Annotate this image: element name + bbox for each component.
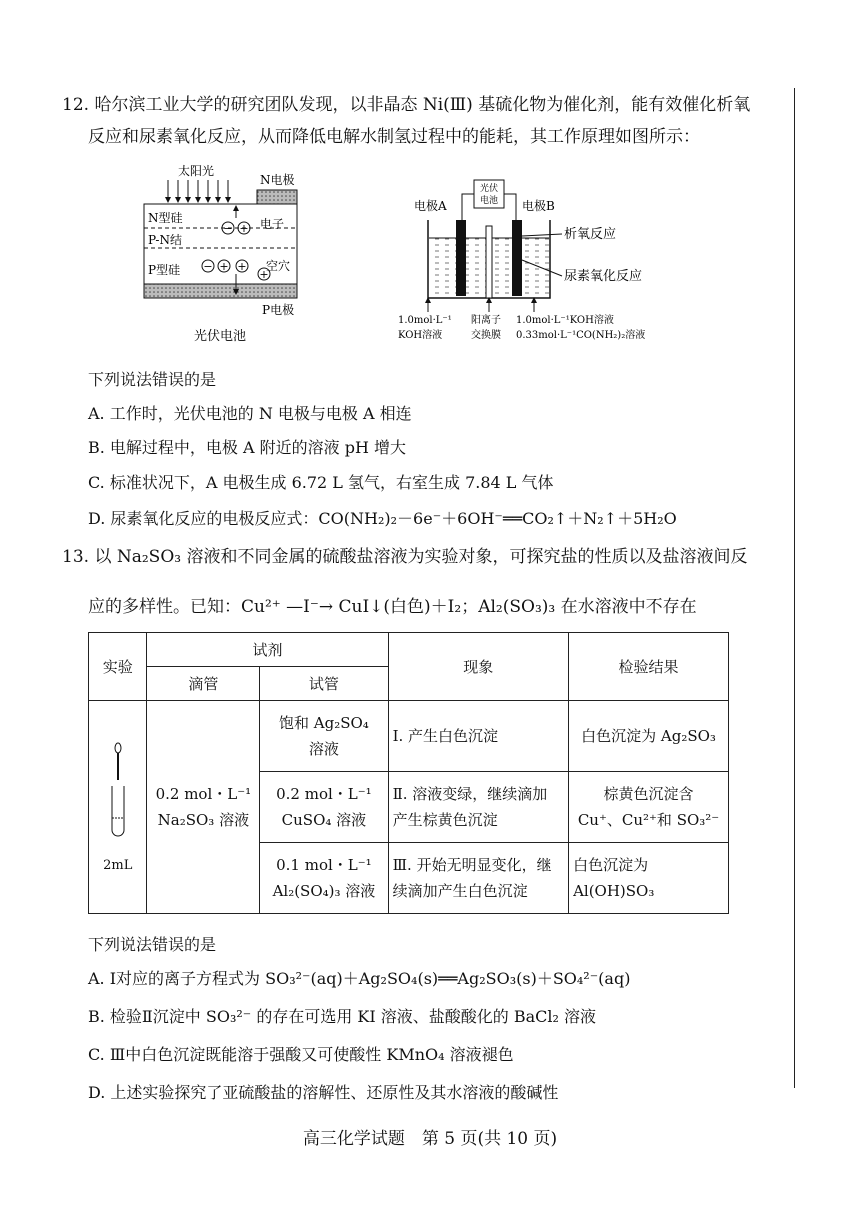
phenomenon-3: Ⅲ. 开始无明显变化，继 续滴加产生白色沉淀: [388, 843, 569, 914]
dropper-test-tube-icon: [103, 740, 133, 850]
q12-prompt: 下列说法错误的是: [88, 370, 217, 389]
electrolysis-cell-diagram: [394, 176, 674, 346]
tube-reagent-3: 0.1 mol・L⁻¹ Al₂(SO₄)₃ 溶液: [260, 843, 388, 914]
svg-text:+: +: [259, 268, 269, 281]
pv-electron-label: 电子: [260, 217, 285, 231]
electrode-b-label: 电极B: [522, 199, 555, 213]
result-1: 白色沉淀为 Ag₂SO₃: [569, 701, 729, 772]
svg-text:电池: 电池: [479, 196, 499, 206]
page-footer: 高三化学试题 第 5 页(共 10 页): [302, 1129, 558, 1149]
membrane-label-1: 阳离子: [471, 315, 501, 326]
header-phenomenon: 现象: [388, 633, 569, 701]
experiment-table: [88, 632, 729, 914]
svg-text:−: −: [203, 260, 213, 273]
dropper-reagent: [147, 701, 260, 914]
electrode-b: [512, 220, 522, 296]
svg-text:+: +: [239, 222, 249, 235]
phenomenon-2: Ⅱ. 溶液变绿，继续滴加 产生棕黄色沉淀: [388, 772, 569, 843]
pv-p-si-label: P型硅: [148, 263, 181, 277]
pv-n-electrode-label: N电极: [260, 173, 295, 187]
right-solution-urea: 0.33mol·L⁻¹CO(NH₂)₂溶液: [516, 330, 646, 341]
dropper-solution: Na₂SO₃ 溶液: [157, 811, 250, 829]
q12-option-c: C. 标准状况下，A 电极生成 6.72 L 氢气，右室生成 7.84 L 气体: [88, 473, 554, 492]
uor-label: 尿素氧化反应: [564, 269, 643, 284]
pv-p-electrode-label: P电极: [262, 303, 295, 317]
dropper-concentration: 0.2 mol・L⁻¹: [155, 785, 252, 803]
tube-reagent-2: 0.2 mol・L⁻¹ CuSO₄ 溶液: [260, 772, 388, 843]
q12-option-a: A. 工作时，光伏电池的 N 电极与电极 A 相连: [88, 404, 412, 423]
pv-pn-label: P-N结: [148, 233, 182, 247]
cation-exchange-membrane: [486, 226, 492, 298]
electrode-a: [456, 220, 466, 296]
header-experiment: 实验: [89, 633, 147, 701]
electrode-a-label: 电极A: [414, 199, 447, 213]
header-dropper: 滴管: [147, 667, 260, 701]
oer-label: 析氧反应: [564, 227, 617, 242]
q13-prompt: 下列说法错误的是: [88, 935, 217, 954]
phenomenon-1: Ⅰ. 产生白色沉淀: [388, 701, 569, 772]
q12-stem-line1: 12. 哈尔滨工业大学的研究团队发现，以非晶态 Ni(Ⅲ) 基硫化物为催化剂，能有效催化析氧: [62, 95, 751, 115]
header-result: 检验结果: [569, 633, 729, 701]
result-3: 白色沉淀为 Al(OH)SO₃: [569, 843, 729, 914]
left-solution-name: KOH溶液: [398, 330, 443, 341]
svg-text:−: −: [223, 222, 233, 235]
q13-option-a: A. Ⅰ对应的离子方程式为 SO₃²⁻(aq)＋Ag₂SO₄(s)══Ag₂SO₃(s)＋SO₄²⁻(aq): [88, 969, 631, 988]
header-reagent: 试剂: [147, 633, 388, 667]
q12-option-d: D. 尿素氧化反应的电极反应式：CO(NH₂)₂－6e⁻＋6OH⁻══CO₂↑＋N₂↑＋5H₂O: [88, 509, 677, 528]
margin-rule: [794, 88, 795, 1088]
p-electrode: [144, 284, 297, 298]
experiment-apparatus: [89, 701, 147, 914]
photovoltaic-cell-diagram: [140, 162, 315, 347]
tube-volume: 2mL: [103, 858, 133, 873]
q13-option-d: D. 上述实验探究了亚硫酸盐的溶解性、还原性及其水溶液的酸碱性: [88, 1083, 559, 1102]
right-solution-koh: 1.0mol·L⁻¹KOH溶液: [516, 315, 614, 326]
svg-text:+: +: [219, 260, 229, 273]
svg-text:+: +: [237, 260, 247, 273]
svg-text:光伏: 光伏: [479, 184, 499, 194]
pv-hole-label: 空穴: [266, 259, 291, 273]
q13-stem-line2: 应的多样性。已知：Cu²⁺ —I⁻→ CuI↓(白色)＋I₂；Al₂(SO₃)₃ 在水溶液中不存在: [88, 597, 697, 617]
result-2: 棕黄色沉淀含 Cu⁺、Cu²⁺和 SO₃²⁻: [569, 772, 729, 843]
q13-stem-line1: 13. 以 Na₂SO₃ 溶液和不同金属的硫酸盐溶液为实验对象，可探究盐的性质以及盐溶液间反: [62, 547, 748, 567]
left-solution-conc: 1.0mol·L⁻¹: [398, 315, 452, 326]
membrane-label-2: 交换膜: [471, 330, 501, 341]
sunlight-arrows: [168, 180, 228, 200]
header-tube: 试管: [260, 667, 388, 701]
q12-option-b: B. 电解过程中，电极 A 附近的溶液 pH 增大: [88, 438, 407, 457]
pv-caption: 光伏电池: [194, 329, 247, 344]
tube-reagent-1: 饱和 Ag₂SO₄ 溶液: [260, 701, 388, 772]
q12-stem-line2: 反应和尿素氧化反应，从而降低电解水制氢过程中的能耗，其工作原理如图所示：: [88, 127, 700, 147]
pv-sunlight-label: 太阳光: [178, 164, 215, 178]
q13-option-b: B. 检验Ⅱ沉淀中 SO₃²⁻ 的存在可选用 KI 溶液、盐酸酸化的 BaCl₂ 溶液: [88, 1007, 597, 1026]
q13-option-c: C. Ⅲ中白色沉淀既能溶于强酸又可使酸性 KMnO₄ 溶液褪色: [88, 1045, 514, 1064]
pv-n-si-label: N型硅: [148, 211, 183, 225]
